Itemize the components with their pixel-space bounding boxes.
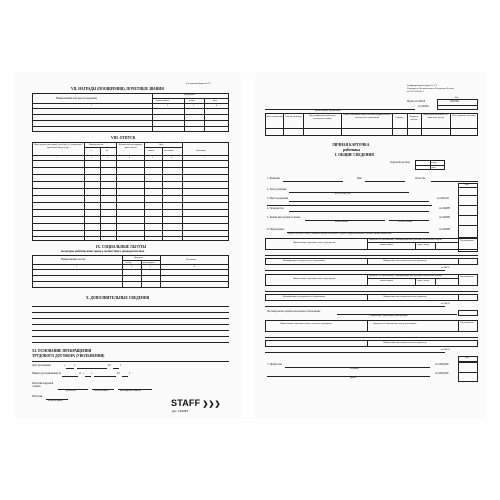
okpdtr-label-2: по ОКПДТР	[435, 372, 449, 375]
edu2-inst-name: Наименование образовательного учреждения	[293, 278, 336, 280]
contract-num-label: номер	[431, 161, 437, 164]
qual1-label: Квалификация по документу об образовании	[283, 260, 325, 262]
codes-header: Код	[465, 184, 469, 186]
hdr-col-snils: Номер страхового свидетельства государственного пенсионного страхования	[343, 114, 391, 119]
okpdtr-label-1: по ОКПДТР	[435, 363, 449, 366]
vacation-num-6: 6	[171, 156, 173, 159]
section-9-subtitle: на которые работник имеет право в соответствии с законодательством	[61, 250, 145, 253]
edu2-doc-series: серия, номер	[417, 280, 430, 282]
edu1-doc-series: серия, номер	[417, 244, 430, 246]
vacation-col-period: Период работы	[89, 143, 104, 146]
benefits-num-3: 3	[150, 265, 152, 268]
pg-grad-year: Год окончания	[460, 322, 474, 324]
hdr-col-inn: Идентификационный номер налогоплательщика	[309, 115, 336, 120]
vacation-col-dates: Дата	[159, 143, 164, 146]
order-from: от	[79, 372, 82, 375]
name-label: Имя	[357, 177, 362, 180]
hr-position-hint: должность	[66, 390, 77, 392]
spec2-label: Направление или специальность по документу	[383, 296, 427, 298]
section-11-title-2: ТРУДОВОГО ДОГОВОРА (УВОЛЬНЕНИЯ)	[32, 354, 105, 358]
card-subtitle: работника	[343, 148, 361, 152]
vacation-num-4: 4	[129, 156, 131, 159]
okud-value: 0301002	[450, 99, 460, 103]
okso-label-2: по ОКСО	[441, 302, 450, 305]
edu1-doc: Документ об образовании, о квалификации или наличии специальных знаний	[369, 239, 442, 241]
benefits-col-doc: Документ	[134, 256, 144, 259]
okato-label: по ОКАТО	[437, 197, 450, 200]
order-year-suffix: г.	[129, 372, 131, 375]
order-year: 20	[117, 372, 120, 375]
language-label: 5. Знание иностранного языка	[267, 216, 301, 219]
contract-label: Трудовой договор	[390, 161, 410, 164]
form-info-2: Утверждена Постановлением Госкомстата России	[407, 88, 454, 90]
okin-label-3: по ОКИН	[439, 228, 450, 231]
hdr-col-tab-num: Табельный номер	[285, 116, 302, 118]
vacation-num-1: 1	[57, 156, 59, 159]
okin-label-1: по ОКИН	[439, 207, 450, 210]
vacation-col-end: окончания	[164, 150, 174, 152]
product-sku: арт. 130283	[172, 409, 188, 413]
employee-signature-hint: личная подпись	[48, 400, 63, 402]
birthdate-hint: день, месяц, год	[335, 193, 350, 195]
contract-date-label: дата	[431, 166, 436, 169]
section-9-title: IX. СОЦИАЛЬНЫЕ ЛЬГОТЫ	[96, 245, 147, 249]
okpo-label: по ОКПО	[418, 105, 429, 108]
benefits-num-4: 4	[194, 265, 196, 268]
hr-worker-label: Работник кадровой службы	[32, 382, 54, 389]
edu1-grad-year: Год окончания	[460, 240, 474, 242]
surname-label: 1. Фамилия	[267, 177, 280, 180]
spec1-label: Направление или специальность по документу	[383, 260, 427, 262]
awards-col-doc-num: номер	[189, 99, 195, 102]
vacation-col-basis: Основание	[196, 150, 207, 152]
benefits-col-num: номер	[126, 261, 132, 264]
vacation-table	[32, 142, 229, 241]
vacation-col-start: начала	[148, 150, 155, 152]
vacation-num-3: 3	[107, 156, 109, 159]
dismissal-date-label: Дата увольнения	[32, 364, 51, 367]
benefits-col-date: дата выдачи	[143, 261, 155, 264]
awards-num-1: 1	[91, 104, 93, 107]
staff-logo: STAFF ❯❯❯	[171, 398, 221, 408]
vacation-num-2: 2	[91, 156, 93, 159]
section-10-title: X. ДОПОЛНИТЕЛЬНЫЕ СВЕДЕНИЯ	[86, 296, 150, 300]
language-hint-level: степень знания	[398, 221, 413, 223]
edu2-doc-name: наименование	[380, 280, 394, 282]
dismissal-year: 20	[108, 364, 111, 367]
code-header: Код	[455, 96, 459, 99]
benefits-num-2: 2	[131, 265, 133, 268]
card-title: ЛИЧНАЯ КАРТОЧКА	[332, 143, 370, 147]
citizenship-label: 4. Гражданство	[267, 207, 284, 210]
hdr-col-work-kind: Вид работы (основная, по совместительству)	[423, 114, 448, 119]
awards-col-doc: Документ	[184, 93, 195, 96]
hr-signature-hint: личная подпись	[94, 390, 109, 392]
vacation-col-kind: Вид отпуска (ежегодный, учебный, без сохранения заработной платы и др.)	[34, 144, 82, 149]
benefits-col-basis: Основание	[186, 259, 197, 261]
language-hint-name: наименование	[335, 221, 349, 223]
awards-col-doc-date: дата	[213, 99, 217, 102]
form-info-3: от 05.01.2004 № 1	[407, 91, 424, 93]
profession-label: 7. Профессия	[267, 363, 282, 366]
hdr-col-date: Дата составления	[266, 116, 283, 118]
awards-col-name: Наименование награды (поощрения)	[56, 97, 97, 100]
edu1-inst-name: Наименование образовательного учреждения	[293, 242, 336, 244]
edu2-grad-year: Год окончания	[460, 276, 474, 278]
form-page-ref: 4-я страница формы № Т-2	[186, 83, 212, 85]
pg-inst-name: Наименование образовательного, научного учреждения	[280, 323, 332, 325]
order-label: Приказ (распоряжение) №	[32, 372, 62, 375]
dismissal-year-suffix: г.	[120, 364, 122, 367]
employee-label: Работник	[32, 395, 43, 398]
education-label: 6. Образование:	[267, 228, 285, 231]
profession-other-hint: другая	[350, 377, 357, 379]
personal-card-form-spread	[16, 74, 484, 417]
pg-doc: Документ об образовании, номер, дата выдачи	[373, 323, 417, 325]
vacation-col-to: по	[106, 150, 109, 152]
qual2-label: Квалификация по документу об образовании	[283, 296, 325, 298]
vacation-num-7: 7	[204, 156, 206, 159]
birthplace-label: 3. Место рождения	[267, 197, 289, 200]
benefits-num-1: 1	[76, 265, 78, 268]
hr-decoding-hint: расшифровка подписи	[120, 390, 141, 392]
general-info-title: I. ОБЩИЕ СВЕДЕНИЯ	[335, 153, 374, 157]
postgrad-hint: аспирантура, адъюнктура, докторантура	[370, 315, 408, 317]
okud-label: Форма по ОКУД	[407, 99, 426, 103]
vacation-col-days: Количество календарных дней отпуска	[118, 144, 143, 149]
form-page-left: 4-я страница формы № Т-2 VII. НАГРАДЫ (ПООЩРЕНИЯ), ПОЧЕТНЫЕ ЗВАНИЯ Наименование награды (поощрения) Документ наименование номер дата 1 2 3 4 VIII. ОТПУСК Вид отпуска (ежегодный, учебный, без сохранения заработной платы и др.) Период работы с по Количество календарных дней отпуска Дата начала окончания Основание 1 2 3 4 5 6 7 IX. СОЦИАЛЬНЫЕ ЛЬГОТЫ на которые работник имеет право в соответствии с законодательством Наименование льготы Документ номер дата выдачи Основание 1 2 3 4 X. ДОПОЛНИТЕЛЬНЫЕ СВЕДЕНИЯ XI. ОСНОВАНИЕ ПРЕКРАЩЕНИЯ ТРУДОВОГО ДОГОВОРА (УВОЛЬНЕНИЯ) Дата увольнения « » 20 г. Приказ (распоряжение) № от « » 20 г. Работник кадровой службы должность личная подпись расшифровка подписи Работник личная подпись STAFF ❯❯❯ арт. 130283	[16, 74, 241, 417]
spec3-label: Направление или специальность по документу	[383, 342, 427, 344]
section-11-title: XI. ОСНОВАНИЕ ПРЕКРАЩЕНИЯ	[32, 349, 92, 353]
profession-main-hint: основная	[350, 368, 359, 370]
awards-col-doc-name: наименование	[156, 99, 170, 102]
awards-num-4: 4	[216, 104, 218, 107]
edu1-doc-name: наименование	[380, 244, 394, 246]
org-name-hint: наименование организации	[315, 110, 341, 112]
form-page-right	[255, 74, 484, 417]
okso-label-1: по ОКСО	[441, 266, 450, 269]
edu2-doc: Документ об образовании, о квалификации или наличии специальных знаний	[369, 275, 442, 277]
birthdate-label: 2. Дата рождения	[267, 188, 287, 191]
awards-num-3: 3	[193, 104, 195, 107]
vacation-num-5: 5	[152, 156, 154, 159]
section-7-title: VII. НАГРАДЫ (ПООЩРЕНИЯ), ПОЧЕТНЫЕ ЗВАНИЯ	[71, 87, 164, 91]
patronymic-label: Отчество	[415, 177, 426, 180]
qualification-row-3	[265, 340, 478, 347]
hdr-col-sex: Пол (мужской, женский)	[452, 115, 476, 117]
postgrad-table	[265, 320, 478, 332]
okso-label-3: по ОКСО	[441, 348, 450, 351]
vacation-col-from: с	[91, 150, 92, 152]
page-gap	[241, 74, 255, 417]
hdr-col-work-character: Характер работы	[409, 116, 419, 121]
postgrad-label: Послевузовское профессиональное образование	[267, 310, 321, 313]
profession-code-header: Код	[465, 357, 469, 359]
hdr-col-alphabet: Алфавит	[395, 117, 404, 119]
benefits-col-name: Наименование льготы	[61, 258, 86, 261]
form-info-1: Унифицированная форма № Т-2	[407, 85, 437, 87]
section-8-title: VIII. ОТПУСК	[111, 136, 136, 140]
okin-label-2: по ОКИН	[439, 216, 450, 219]
awards-num-2: 2	[167, 104, 169, 107]
education-hint: среднее (полное) общее, начальное профессиональное, среднее профессиональное, высшее профессиональное	[288, 233, 392, 235]
